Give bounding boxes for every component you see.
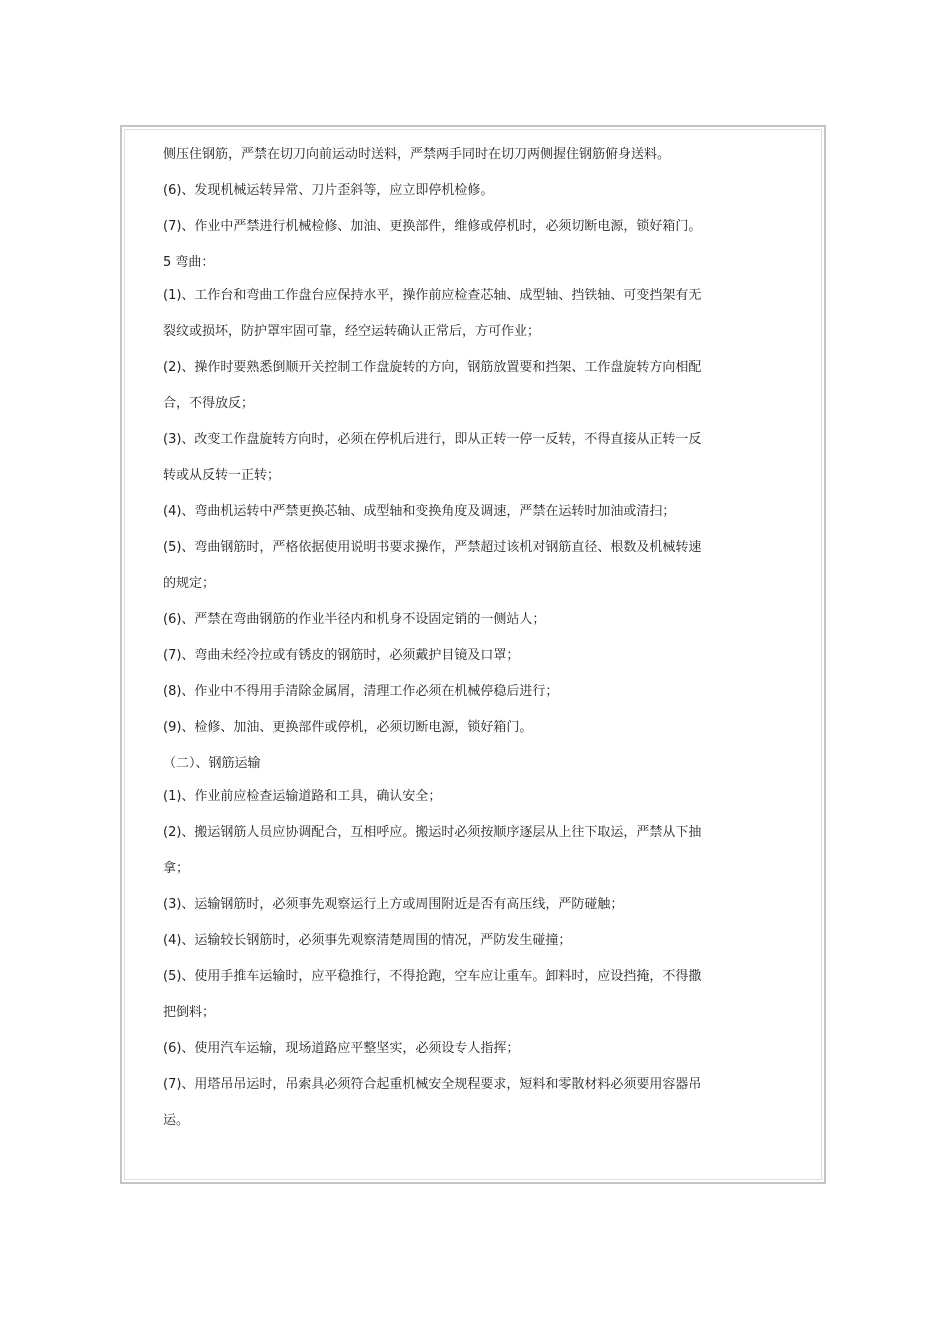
text-line: (7)、弯曲未经冷拉或有锈皮的钢筋时，必须戴护目镜及口罩； [163, 648, 520, 663]
text-line: 的规定； [163, 576, 216, 591]
text-line: (7)、用塔吊吊运时，吊索具必须符合起重机械安全规程要求，短料和零散材料必须要用容器吊 [163, 1077, 702, 1092]
text-line: (2)、操作时要熟悉倒顺开关控制工作盘旋转的方向，钢筋放置要和挡架、工作盘旋转方向相配 [163, 360, 702, 375]
text-line: (4)、运输较长钢筋时，必须事先观察清楚周围的情况，严防发生碰撞； [163, 933, 572, 948]
document-body [163, 147, 783, 1129]
text-line: 把倒料； [163, 1005, 216, 1020]
text-line: (5)、使用手推车运输时，应平稳推行，不得抢跑，空车应让重车。卸料时，应设挡掩，不得撒 [163, 969, 702, 984]
text-line: 侧压住钢筋，严禁在切刀向前运动时送料，严禁两手同时在切刀两侧握住钢筋俯身送料。 [163, 147, 671, 162]
text-line: 拿； [163, 861, 190, 876]
text-line: 裂纹或损坏，防护罩牢固可靠，经空运转确认正常后，方可作业； [163, 324, 541, 339]
text-line: (1)、工作台和弯曲工作盘台应保持水平，操作前应检查芯轴、成型轴、挡铁轴、可变挡架有无 [163, 288, 702, 303]
section-heading: 5 弯曲： [163, 255, 215, 270]
text-line: (6)、严禁在弯曲钢筋的作业半径内和机身不设固定销的一侧站人； [163, 612, 546, 627]
text-line: (6)、使用汽车运输，现场道路应平整坚实，必须设专人指挥； [163, 1041, 520, 1056]
text-line: (1)、作业前应检查运输道路和工具，确认安全； [163, 789, 442, 804]
text-line: 运。 [163, 1113, 190, 1128]
text-line: (2)、搬运钢筋人员应协调配合，互相呼应。搬运时必须按顺序逐层从上往下取运，严禁从下抽 [163, 825, 702, 840]
text-line: (5)、弯曲钢筋时，严格依据使用说明书要求操作，严禁超过该机对钢筋直径、根数及机械转速 [163, 540, 702, 555]
text-line: (3)、运输钢筋时，必须事先观察运行上方或周围附近是否有高压线，严防碰触； [163, 897, 624, 912]
text-line: 转或从反转一正转； [163, 468, 281, 483]
text-line: (4)、弯曲机运转中严禁更换芯轴、成型轴和变换角度及调速，严禁在运转时加油或清扫； [163, 504, 676, 519]
text-line: (8)、作业中不得用手清除金属屑，清理工作必须在机械停稳后进行； [163, 684, 559, 699]
document-frame [120, 125, 826, 1184]
text-line: (6)、发现机械运转异常、刀片歪斜等，应立即停机检修。 [163, 183, 494, 198]
text-line: (9)、检修、加油、更换部件或停机，必须切断电源，锁好箱门。 [163, 720, 533, 735]
text-line: 合，不得放反； [163, 396, 255, 411]
text-line: (7)、作业中严禁进行机械检修、加油、更换部件，维修或停机时，必须切断电源，锁好箱门。 [163, 219, 702, 234]
text-line: (3)、改变工作盘旋转方向时，必须在停机后进行，即从正转一停一反转，不得直接从正转一反 [163, 432, 702, 447]
section-heading: （二）、钢筋运输 [163, 756, 261, 771]
